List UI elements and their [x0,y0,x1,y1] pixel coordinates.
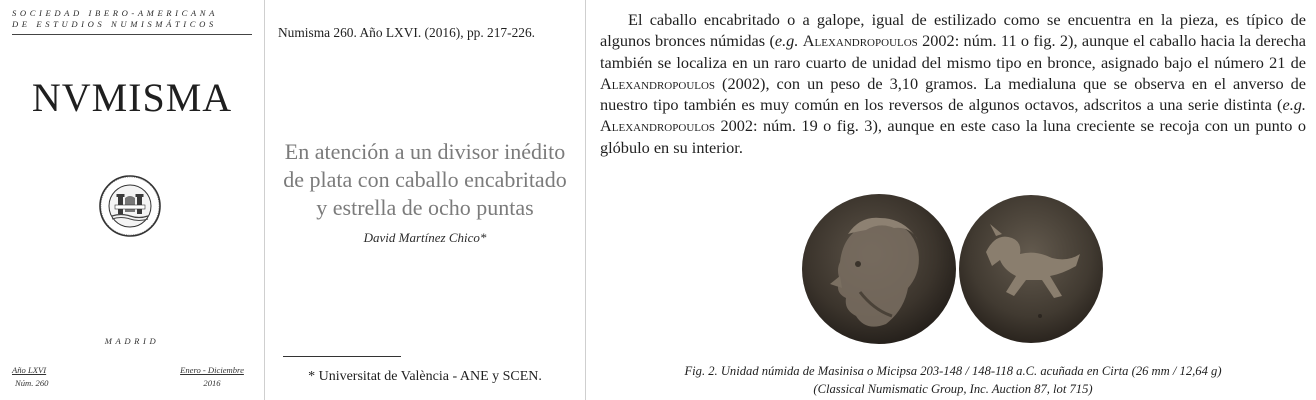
coin-obverse [802,194,956,344]
coin-photograph [800,192,1105,346]
article-citation: Numisma 260. Año LXVI. (2016), pp. 217-226. [278,25,536,40]
article-author: David Martínez Chico* [363,230,487,245]
author-citation: Alexandropoulos [600,73,716,93]
article-body-page [586,0,1316,400]
divider [12,34,252,35]
publication-city: MADRID [104,336,160,346]
body-paragraph: El caballo encabritado o a galope, igual de estilizado como se encuentra en la pieza, es típico de algunos bronces númidas (e.g. Alexandropoulos 2002: núm. 11 o fig. 2), aunque el caballo hacia la derecha también se localiza en un raro cuarto de unidad del mismo tipo en bronce, asignado bajo el número 21 de Alexandropoulos (2002), con un peso de 3,10 gramos. La medialuna que se observa en el anverso de nuestro tipo también es muy común en los reversos de algunos octavos, adscritos a una serie distinta (e.g. Alexandropoulos 2002: núm. 19 o fig. 3), aunque en este caso la luna creciente se recoja con un punto o glóbulo en su interior. [600,10,1306,157]
figure-caption: Fig. 2. Unidad númida de Masinisa o Micipsa 203-148 / 148-118 a.C. acuñada en Cirta (26 mm / 12,64 g) (Classical Numismatic Group, Inc. Auction 87, lot 715) [684,364,1222,396]
author-citation: Alexandropoulos [600,116,716,136]
volume-info: Año LXVI Núm. 260 [12,365,49,388]
journal-title: NVMISMA [31,75,233,120]
society-name: SOCIEDAD IBERO-AMERICANA DE ESTUDIOS NUMISMÁTICOS [12,8,218,29]
footnote-rule [283,356,401,357]
coin-reverse [959,195,1103,343]
article-title: En atención a un divisor inédito de plata con caballo encabritado y estrella de ocho puntas [283,139,567,220]
author-affiliation-footnote: * Universitat de València - ANE y SCEN. [308,369,542,384]
article-title-page [265,0,586,400]
issue-period: Enero - Diciembre 2016 [180,365,244,388]
society-seal-logo [98,174,162,238]
author-citation: Alexandropoulos [802,31,918,51]
journal-cover [0,0,265,400]
